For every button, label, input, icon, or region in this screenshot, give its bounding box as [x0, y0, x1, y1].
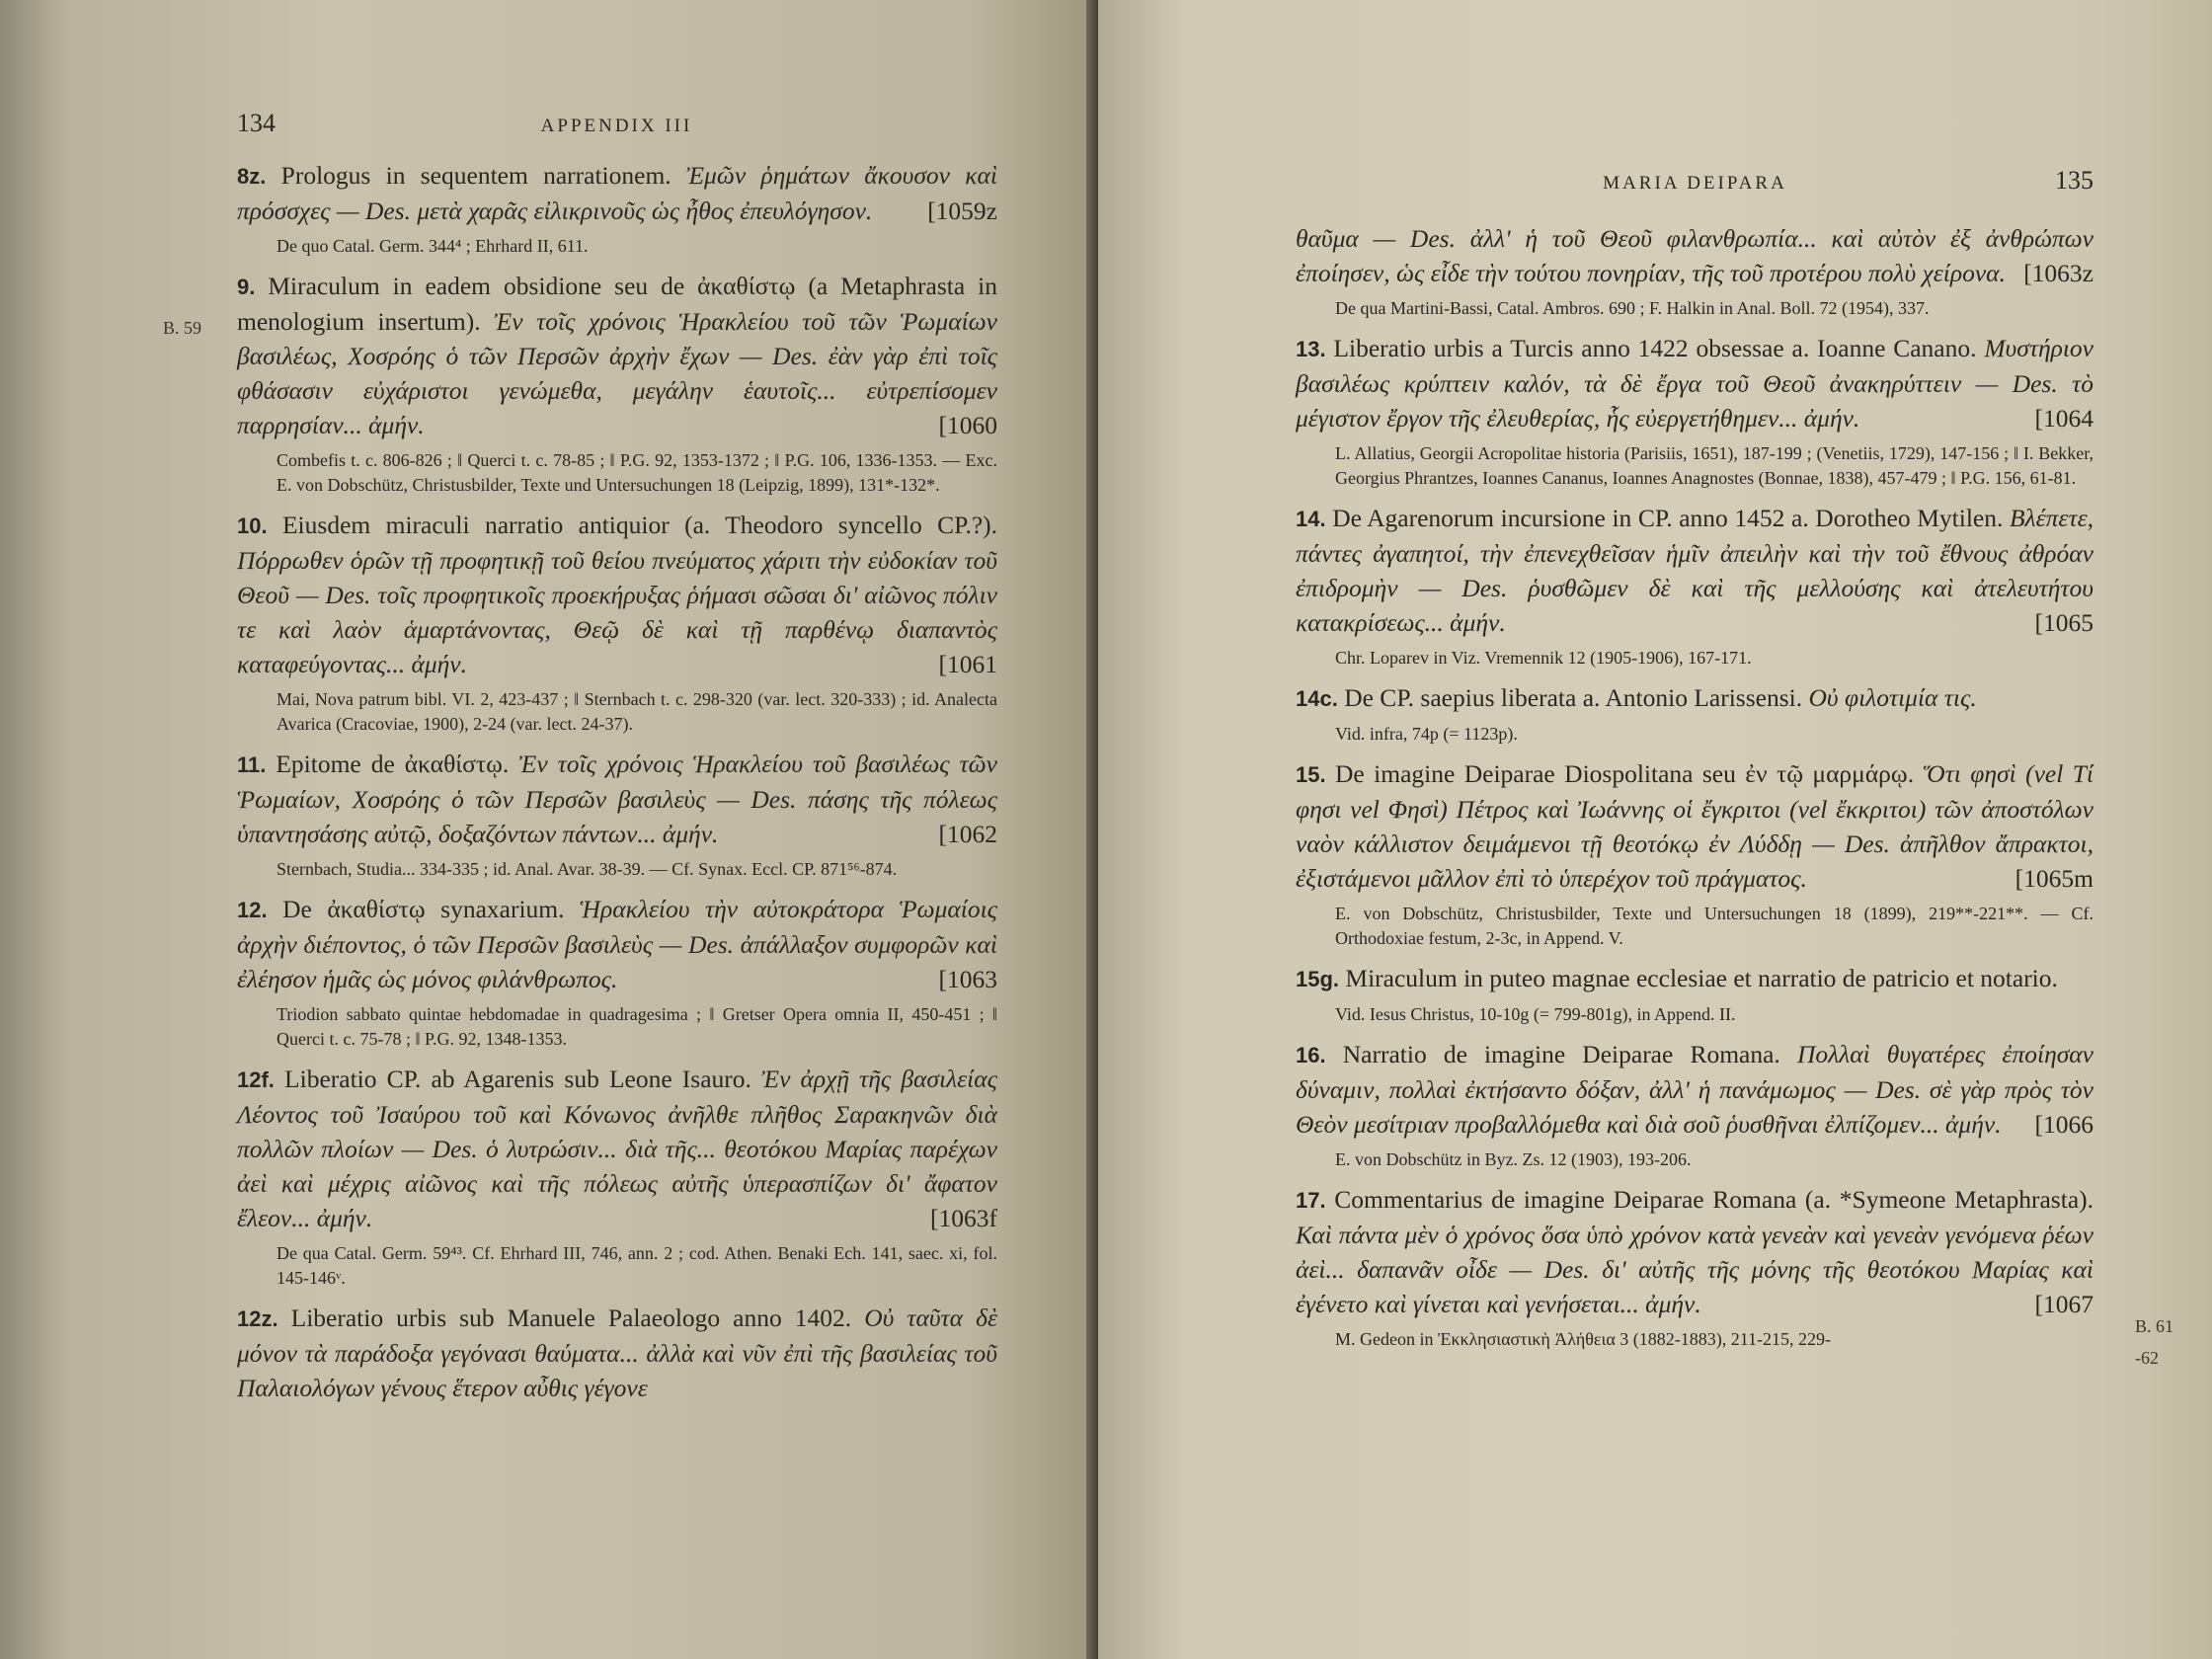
catalog-entry: [237, 508, 997, 681]
entry-number: 13.: [1296, 337, 1326, 361]
entry-ref: [1062: [938, 820, 997, 848]
entry-ref: [1065m: [2014, 864, 2094, 893]
entry-number: 11.: [237, 752, 267, 777]
entry-greek: Ἐμῶν ῥημάτων ἄκουσον καὶ πρόσσχες — Des. μετὰ χαρᾶς εἰλικρινοῦς ὡς ἦθος ἐπευλόγησον.: [237, 161, 997, 225]
left-running-title: APPENDIX III: [540, 116, 693, 136]
entry-greek: Μυστήριον βασιλέως κρύπτειν καλόν, τὰ δὲ ἔργα τοῦ Θεοῦ ἀνακηρύττειν — Des. τὸ μέγιστον ἔργον τῆς ἐλευθερίας, ἧς εὐεργετήθημεν... ἀμήν.: [1296, 334, 2094, 433]
entry-number: 10.: [237, 514, 268, 538]
entry-note: M. Gedeon in Ἐκκλησιαστικὴ Ἀλήθεια 3 (1882-1883), 211-215, 229-: [1335, 1329, 1832, 1349]
right-running-head: [1296, 166, 2094, 196]
entry-note: Vid. infra, 74p (= 1123p).: [1335, 724, 1518, 744]
catalog-entry: [237, 1062, 997, 1235]
right-margin-mark-2: -62: [2135, 1348, 2159, 1368]
entry-title: Liberatio urbis a Turcis anno 1422 obsessae a. Ioanne Canano.: [1333, 334, 1985, 362]
catalog-entry: [1296, 756, 2094, 896]
entry-note: Chr. Loparev in Viz. Vremennik 12 (1905-1906), 167-171.: [1335, 648, 1752, 668]
catalog-entry: [1296, 961, 2094, 996]
entry-greek: Βλέπετε, πάντες ἀγαπητοί, τὴν ἐπενεχθεῖσαν ἡμῖν ἀπειλὴν καὶ τὴν τοῦ ἔθνους ἀθρόαν ἐπιδρομὴν — Des. ῥυσθῶμεν δὲ καὶ τῆς μελλούσης καὶ ἀτελευτήτου κατακρίσεως... ἀμήν.: [1296, 504, 2094, 637]
left-entries: [237, 158, 997, 1405]
entry-note: De quo Catal. Germ. 344⁴ ; Ehrhard II, 611.: [276, 236, 589, 256]
entry-greek: Πολλαὶ θυγατέρες ἐποίησαν δύναμιν, πολλαὶ ἐκτήσαντο δόξαν, ἀλλ' ἡ πανάμωμος — Des. σὲ γὰρ πρὸς τὸν Θεὸν μεσίτριαν προβαλλόμεθα καὶ διὰ σοῦ ῥυσθῆναι ἐλπίζομεν... ἀμήν.: [1296, 1040, 2094, 1139]
entry-title: De ἀκαθίστῳ synaxarium.: [282, 895, 581, 923]
entry-greek: Καὶ πάντα μὲν ὁ χρόνος ὅσα ὑπὸ χρόνον κατὰ γενεὰν καὶ γενεὰν γενόμενα ῥέων ἀεὶ... δαπανᾶν οἶδε — Des. δι' αὐτῆς τῆς μόνης τῆς θεοτόκου Μαρίας καὶ ἐγένετο καὶ γίνεται καὶ γενήσεται... ἀμήν.: [1296, 1221, 2094, 1318]
right-page: [1098, 0, 2212, 1659]
catalog-entry: [1296, 501, 2094, 640]
entry-note: E. von Dobschütz, Christusbilder, Texte und Untersuchungen 18 (1899), 219**-221**. — Cf. Orthodoxiae festum, 2-3c, in Append. V.: [1335, 904, 2094, 948]
entry-ref: [1061: [938, 650, 997, 678]
entry-greek: Ἐν τοῖς χρόνοις Ἡρακλείου τοῦ τῶν Ῥωμαίων βασιλέως, Χοσρόης ὁ τῶν Περσῶν ἀρχὴν ἔχων — Des. ἐὰν γὰρ ἐπὶ τοῖς φθάσασιν εὐχάριστοι γενώμεθα, μεγάλην ἑαυτοῖς... εὐτρεπίσομεν παρρησίαν... ἀμήν.: [237, 307, 997, 439]
entry-ref: [1064: [2034, 404, 2094, 433]
left-running-head: [237, 109, 997, 138]
right-margin-mark-1: B. 61: [2135, 1316, 2174, 1336]
entry-number: 12f.: [237, 1067, 275, 1092]
entry-greek: Οὐ φιλοτιμία τις.: [1808, 683, 1977, 712]
entry-greek: Ἡρακλείου τὴν αὐτοκράτορα Ῥωμαίοις ἀρχὴν διέποντος, ὁ τῶν Περσῶν βασιλεὺς — Des. ἀπάλλαξον συμφορῶν καὶ ἐλέησον ἡμᾶς ὡς μόνος φιλάνθρωπος.: [237, 895, 998, 993]
catalog-entry: [1296, 1182, 2094, 1321]
entry-greek: Ἐν ἀρχῇ τῆς βασιλείας Λέοντος τοῦ Ἰσαύρου τοῦ καὶ Κόνωνος ἀνῆλθε πλῆθος Σαρακηνῶν διὰ πολλῶν πλοίων — Des. ὁ λυτρώσιν... διὰ τῆς... θεοτόκου Μαρίας παρέχων ἀεὶ καὶ μέχρις αἰῶνος καὶ τῆς πόλεως αὐτῆς ὑπερασπίζων δι' ἄφατον ἔλεον... ἀμήν.: [237, 1065, 997, 1232]
entry-number: 12.: [237, 898, 268, 922]
entry-note: De qua Catal. Germ. 59⁴³. Cf. Ehrhard III, 746, ann. 2 ; cod. Athen. Benaki Ech. 141, saec. xi, fol. 145-146ᵛ.: [276, 1243, 997, 1288]
entry-number: 15g.: [1296, 967, 1340, 991]
right-running-title: MARIA DEIPARA: [1603, 173, 1787, 194]
entry-title: De imagine Deiparae Diospolitana seu ἐν τῷ μαρμάρῳ.: [1335, 759, 1924, 788]
entry-title: Eiusdem miraculi narratio antiquior (a. Theodoro syncello CP.?).: [281, 511, 997, 539]
entry-ref: [1063: [938, 965, 997, 993]
catalog-entry: [1296, 1037, 2094, 1142]
entry-number: 15.: [1296, 762, 1326, 787]
entry-note: Vid. Iesus Christus, 10-10g (= 799-801g), in Append. II.: [1335, 1004, 1736, 1024]
entry-title: Miraculum in eadem obsidione seu de ἀκαθίστῳ (a Metaphrasta in menologium insertum).: [237, 272, 998, 336]
entry-title: De Agarenorum incursione in CP. anno 1452 a. Dorotheo Mytilen.: [1332, 504, 2010, 532]
entry-number: 12z.: [237, 1306, 278, 1331]
left-page: [0, 0, 1096, 1659]
right-continuation: [1296, 221, 2094, 290]
entry-number: 8z.: [237, 164, 267, 189]
entry-note: De qua Martini-Bassi, Catal. Ambros. 690 ; F. Halkin in Anal. Boll. 72 (1954), 337.: [1335, 298, 1930, 318]
entry-greek: θαῦμα — Des. ἀλλ' ἡ τοῦ Θεοῦ φιλανθρωπία... καὶ αὐτὸν ἐξ ἀνθρώπων ἐποίησεν, ὡς εἶδε τὴν τούτου πονηρίαν, τῆς τοῦ προτέρου πολὺ χείρονα.: [1296, 224, 2094, 287]
entry-number: 16.: [1296, 1043, 1326, 1067]
entry-ref: [1060: [938, 411, 997, 439]
catalog-entry: [1296, 331, 2094, 435]
left-page-number: 134: [237, 109, 276, 137]
entry-note: Combefis t. c. 806-826 ; ‖ Querci t. c. 78-85 ; ‖ P.G. 92, 1353-1372 ; ‖ P.G. 106, 1336-1353. — Exc. E. von Dobschütz, Christusbilder, Texte und Untersuchungen 18 (Leipzig, 1899), 131*-132*.: [276, 450, 997, 495]
entry-number: 14.: [1296, 507, 1326, 531]
entry-title: Prologus in sequentem narrationem.: [280, 161, 686, 190]
entry-note: L. Allatius, Georgii Acropolitae historia (Parisiis, 1651), 187-199 ; (Venetiis, 1729), 147-156 ; ‖ I. Bekker, Georgius Phrantzes, Ioannes Cananus, Ioannes Anagnostes (Bonnae, 1838), 457-479 ; ‖ P.G. 156, 61-81.: [1335, 443, 2094, 488]
entry-note: Triodion sabbato quintae hebdomadae in quadragesima ; ‖ Gretser Opera omnia II, 450-451 ; ‖ Querci t. c. 75-78 ; ‖ P.G. 92, 1348-1353.: [276, 1004, 997, 1049]
entry-number: 9.: [237, 275, 256, 299]
entry-note: Mai, Nova patrum bibl. VI. 2, 423-437 ; ‖ Sternbach t. c. 298-320 (var. lect. 320-333) ; id. Analecta Avarica (Cracoviae, 1900), 2-24 (var. lect. 24-37).: [276, 689, 997, 734]
entry-note: E. von Dobschütz in Byz. Zs. 12 (1903), 193-206.: [1335, 1149, 1692, 1169]
entry-ref: [1063f: [930, 1204, 997, 1232]
entry-note: Sternbach, Studia... 334-335 ; id. Anal. Avar. 38-39. — Cf. Synax. Eccl. CP. 871⁵⁶-874.: [276, 859, 898, 879]
entry-ref: [1063z: [2023, 259, 2094, 287]
catalog-entry: [237, 747, 997, 851]
entry-title: Miraculum in puteo magnae ecclesiae et narratio de patricio et notario.: [1345, 964, 2058, 992]
right-entries: [1296, 331, 2094, 1352]
entry-greek: Ὅτι φησὶ (vel Τί φησι vel Φησὶ) Πέτρος καὶ Ἰωάννης οἱ ἔγκριτοι (vel ἔκκριτοι) τῶν ἀποστόλων ναὸν κάλλιστον δειμάμενοι τῇ θεοτόκῳ ἐν Λύδδῃ — Des. ἀπῆλθον ἄπρακτοι, ἐξιστάμενοι μᾶλλον ἐπὶ τὸ ὑπερέχον τοῦ πράγματος.: [1296, 759, 2094, 893]
entry-title: De CP. saepius liberata a. Antonio Larissensi.: [1344, 683, 1809, 712]
catalog-entry: [237, 269, 997, 442]
entry-greek: Ἐν τοῖς χρόνοις Ἡρακλείου τοῦ βασιλέως τῶν Ῥωμαίων, Χοσρόης ὁ τῶν Περσῶν βασιλεὺς — Des. πάσης τῆς πόλεως ὑπαντησάσης αὐτῷ, δοξαζόντων πάντων... ἀμήν.: [237, 750, 997, 848]
left-margin-mark: B. 59: [163, 318, 202, 338]
entry-greek: Οὐ ταῦτα δὲ μόνον τὰ παράδοξα γεγόνασι θαύματα... ἀλλὰ καὶ νῦν ἐπὶ τῆς βασιλείας τοῦ Παλαιολόγων γένους ἕτερον αὖθις γέγονε: [237, 1304, 997, 1402]
right-page-number: 135: [2055, 166, 2094, 195]
entry-ref: [1059z: [927, 197, 997, 225]
entry-title: Liberatio CP. ab Agarenis sub Leone Isauro.: [284, 1065, 761, 1093]
entry-title: Commentarius de imagine Deiparae Romana (a. *Symeone Metaphrasta).: [1334, 1185, 2094, 1214]
entry-greek: Πόρρωθεν ὁρῶν τῇ προφητικῇ τοῦ θείου πνεύματος χάριτι τὴν εὐδοκίαν τοῦ Θεοῦ — Des. τοῖς προφητικοῖς προεκήρυξας ῥήμασι σῶσαι δι' αἰῶνος πόλιν τε καὶ λαὸν ἁμαρτάνοντας, Θεῷ δὲ καὶ τῇ παρθένῳ διαπαντὸς καταφεύγοντας... ἀμήν.: [237, 546, 997, 678]
catalog-entry: [237, 158, 997, 228]
entry-number: 17.: [1296, 1188, 1326, 1213]
entry-title: Liberatio urbis sub Manuele Palaeologo anno 1402.: [290, 1304, 865, 1332]
entry-ref: [1065: [2034, 608, 2094, 637]
catalog-entry: [1296, 680, 2094, 716]
entry-number: 14c.: [1296, 686, 1338, 711]
catalog-entry: [237, 1301, 997, 1405]
entry-ref: [1066: [2034, 1110, 2094, 1139]
entry-title: Epitome de ἀκαθίστῳ.: [276, 750, 519, 778]
catalog-entry: [237, 892, 997, 996]
entry-ref: [1067: [2034, 1290, 2094, 1318]
entry-title: Narratio de imagine Deiparae Romana.: [1342, 1040, 1797, 1068]
